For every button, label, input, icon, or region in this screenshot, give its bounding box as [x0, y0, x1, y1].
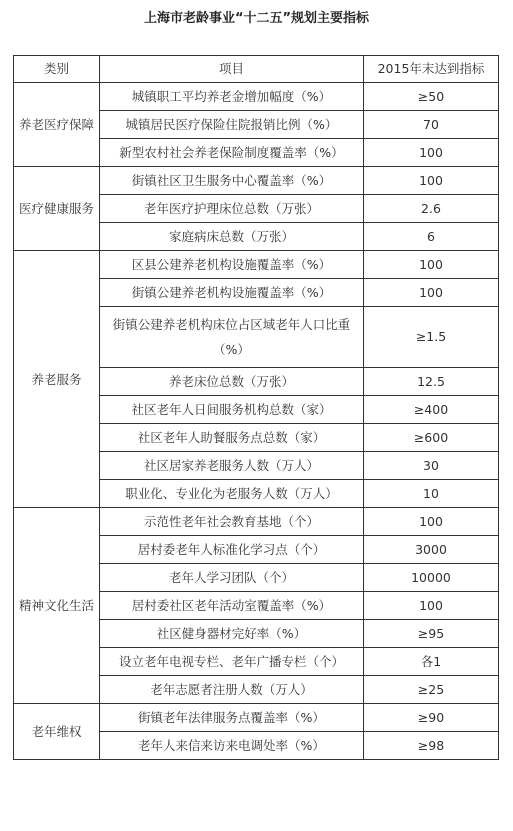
table-row [14, 508, 499, 536]
item-cell: 家庭病床总数（万张） [100, 223, 364, 251]
item-cell: 社区健身器材完好率（%） [100, 620, 364, 648]
target-cell: ≥25 [364, 676, 499, 704]
table-row [14, 251, 499, 279]
target-cell: 2.6 [364, 195, 499, 223]
header-item: 项目 [100, 56, 364, 83]
target-cell: 100 [364, 251, 499, 279]
target-cell: ≥400 [364, 396, 499, 424]
target-cell: 10000 [364, 564, 499, 592]
item-cell: 街镇公建养老机构设施覆盖率（%） [100, 279, 364, 307]
target-cell: 3000 [364, 536, 499, 564]
target-cell: 30 [364, 452, 499, 480]
target-cell: 100 [364, 139, 499, 167]
item-cell: 城镇职工平均养老金增加幅度（%） [100, 83, 364, 111]
item-cell: 居村委老年人标准化学习点（个） [100, 536, 364, 564]
target-cell: 6 [364, 223, 499, 251]
indicator-table [13, 55, 499, 760]
target-cell: ≥90 [364, 704, 499, 732]
header-target: 2015年末达到指标 [364, 56, 499, 83]
table-row [14, 83, 499, 111]
target-cell: ≥95 [364, 620, 499, 648]
item-cell: 职业化、专业化为老服务人数（万人） [100, 480, 364, 508]
item-cell: 街镇公建养老机构床位占区域老年人口比重（%） [100, 307, 364, 368]
item-cell: 社区老年人助餐服务点总数（家） [100, 424, 364, 452]
item-cell: 社区居家养老服务人数（万人） [100, 452, 364, 480]
table-header-row [14, 56, 499, 83]
target-cell: 各1 [364, 648, 499, 676]
target-cell: 10 [364, 480, 499, 508]
target-cell: 100 [364, 592, 499, 620]
table-row [14, 704, 499, 732]
item-cell: 城镇居民医疗保险住院报销比例（%） [100, 111, 364, 139]
category-cell: 养老医疗保障 [14, 83, 100, 167]
item-cell: 街镇社区卫生服务中心覆盖率（%） [100, 167, 364, 195]
target-cell: 100 [364, 279, 499, 307]
item-cell: 设立老年电视专栏、老年广播专栏（个） [100, 648, 364, 676]
table-row [14, 167, 499, 195]
target-cell: ≥1.5 [364, 307, 499, 368]
target-cell: ≥98 [364, 732, 499, 760]
item-cell: 居村委社区老年活动室覆盖率（%） [100, 592, 364, 620]
item-cell: 示范性老年社会教育基地（个） [100, 508, 364, 536]
item-cell: 老年人学习团队（个） [100, 564, 364, 592]
item-cell: 老年医疗护理床位总数（万张） [100, 195, 364, 223]
header-category: 类别 [14, 56, 100, 83]
item-cell: 养老床位总数（万张） [100, 368, 364, 396]
item-cell: 社区老年人日间服务机构总数（家） [100, 396, 364, 424]
target-cell: ≥50 [364, 83, 499, 111]
category-cell: 精神文化生活 [14, 508, 100, 704]
category-cell: 老年维权 [14, 704, 100, 760]
category-cell: 医疗健康服务 [14, 167, 100, 251]
category-cell: 养老服务 [14, 251, 100, 508]
item-cell: 新型农村社会养老保险制度覆盖率（%） [100, 139, 364, 167]
target-cell: 100 [364, 167, 499, 195]
item-cell: 区县公建养老机构设施覆盖率（%） [100, 251, 364, 279]
page-title: 上海市老龄事业“十二五”规划主要指标 [143, 11, 370, 26]
target-cell: 70 [364, 111, 499, 139]
target-cell: ≥600 [364, 424, 499, 452]
item-cell: 老年人来信来访来电调处率（%） [100, 732, 364, 760]
item-cell: 老年志愿者注册人数（万人） [100, 676, 364, 704]
target-cell: 100 [364, 508, 499, 536]
item-cell: 街镇老年法律服务点覆盖率（%） [100, 704, 364, 732]
target-cell: 12.5 [364, 368, 499, 396]
